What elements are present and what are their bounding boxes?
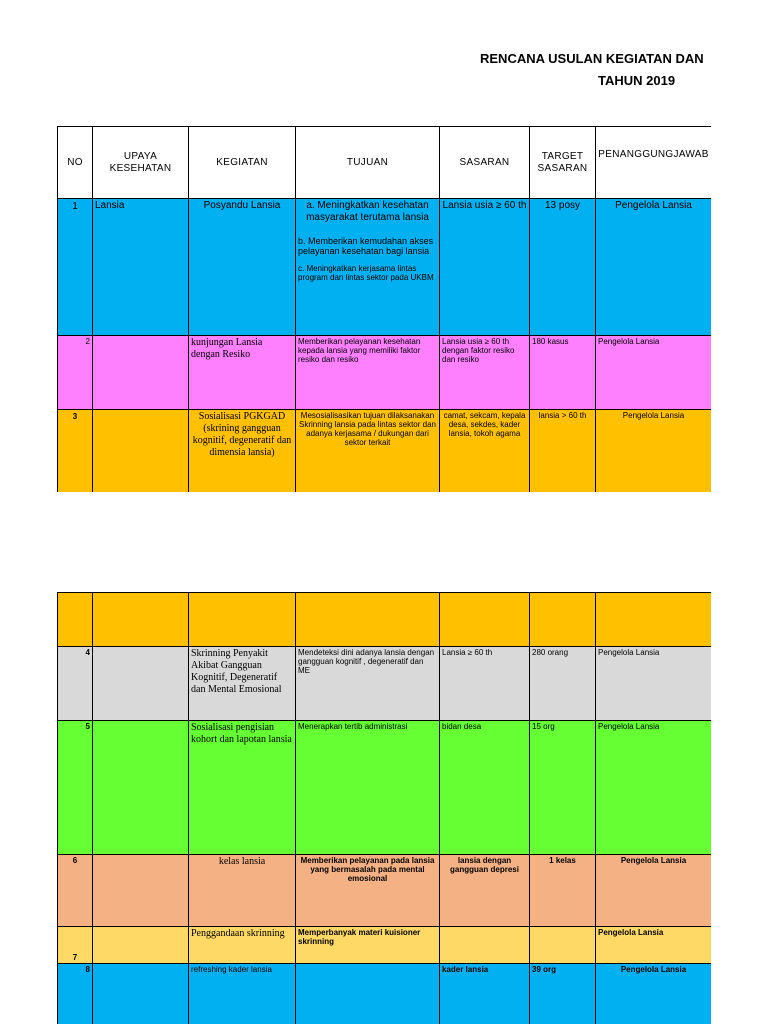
row-upaya [92, 964, 188, 1024]
row-kegiatan: Posyandu Lansia [188, 199, 295, 335]
row-sasaran: camat, sekcam, kepala desa, sekdes, kader lansia, tokoh agama [439, 410, 529, 492]
row-upaya [92, 647, 188, 720]
row-kegiatan: Sosialisasi PGKGAD (skrining gangguan kognitif, degeneratif dan dimensia lansia) [188, 410, 295, 492]
row-no: 8 [57, 964, 92, 1024]
document-title: RENCANA USULAN KEGIATAN DAN [480, 51, 704, 66]
table-row-continuation [57, 592, 711, 646]
row-kegiatan: Sosialisasi pengisian kohort dan lapotan lansia [188, 721, 295, 854]
header-tujuan: TUJUAN [295, 127, 439, 198]
tujuan-point-c: c. Meningkatkan kerjasama lintas program dan lintas sektor pada UKBM [298, 264, 434, 282]
tujuan-point-b: b. Memberikan kemudahan akses pelayanan kesehatan bagi lansia [298, 236, 434, 256]
row-tujuan: Mendeteksi dini adanya lansia dengan gangguan kognitif , degeneratif dan ME [295, 647, 439, 720]
row-no: 5 [57, 721, 92, 854]
row-no: 1 [57, 199, 92, 335]
header-kegiatan: KEGIATAN [188, 127, 295, 198]
row-no: 3 [57, 410, 92, 492]
row-target: 1 kelas [529, 855, 595, 926]
row-kegiatan: kelas lansia [188, 855, 295, 926]
row-upaya [92, 721, 188, 854]
row-no: 6 [57, 855, 92, 926]
header-upaya-kesehatan: UPAYA KESEHATAN [92, 127, 188, 198]
row-sasaran [439, 927, 529, 963]
row-upaya [92, 927, 188, 963]
row-kegiatan: Skrinning Penyakit Akibat Gangguan Kognitif, Degeneratif dan Mental Emosional [188, 647, 295, 720]
row-sasaran: kader lansia [439, 964, 529, 1024]
row-kegiatan: Penggandaan skrinning [188, 927, 295, 963]
row-upaya [92, 410, 188, 492]
row-no: 4 [57, 647, 92, 720]
row-tujuan [295, 199, 439, 335]
row-target: 13 posy [529, 199, 595, 335]
header-no: NO [57, 127, 92, 198]
row-sasaran: lansia dengan gangguan depresi [439, 855, 529, 926]
tujuan-point-a: a. Meningkatkan kesehatan masyarakat terutama lansia [306, 200, 429, 223]
row-no: 2 [57, 336, 92, 409]
row-upaya [92, 336, 188, 409]
document-subtitle-year: TAHUN 2019 [598, 73, 676, 88]
row-penanggungjawab: Pengelola Lansia [595, 721, 711, 854]
row-target: 180 kasus [529, 336, 595, 409]
row-no: 7 [57, 927, 92, 963]
table-row [57, 646, 711, 720]
header-penanggungjawab: PENANGGUNGJAWAB [595, 127, 711, 198]
row-kegiatan: kunjungan Lansia dengan Resiko [188, 336, 295, 409]
row-upaya: Lansia [92, 199, 188, 335]
row-sasaran: Lansia usia ≥ 60 th [439, 199, 529, 335]
row-sasaran: Lansia usia ≥ 60 th dengan faktor resiko dan resiko [439, 336, 529, 409]
plan-table-page-2 [57, 592, 711, 1024]
row-penanggungjawab: Pengelola Lansia [595, 964, 711, 1024]
table-row [57, 963, 711, 1024]
row-target [529, 927, 595, 963]
row-sasaran: bidan desa [439, 721, 529, 854]
table-row [57, 335, 711, 409]
row-target: lansia > 60 th [529, 410, 595, 492]
row-tujuan [295, 964, 439, 1024]
header-sasaran: SASARAN [439, 127, 529, 198]
table-row [57, 409, 711, 492]
header-target-sasaran: TARGET SASARAN [529, 127, 595, 198]
row-penanggungjawab: Pengelola Lansia [595, 336, 711, 409]
row-target: 280 orang [529, 647, 595, 720]
row-tujuan: Menerapkan tertib administrasi [295, 721, 439, 854]
row-penanggungjawab: Pengelola Lansia [595, 410, 711, 492]
row-penanggungjawab: Pengelola Lansia [595, 199, 711, 335]
table-row [57, 854, 711, 926]
row-upaya [92, 855, 188, 926]
table-header-row [57, 126, 711, 198]
row-penanggungjawab: Pengelola Lansia [595, 647, 711, 720]
row-kegiatan: refreshing kader lansia [188, 964, 295, 1024]
row-tujuan: Memberikan pelayanan pada lansia yang bermasalah pada mental emosional [295, 855, 439, 926]
row-tujuan: Mesosialisasikan tujuan dilaksanakan Skrinning lansia pada lintas sektor dan adanya kerjasama / dukungan dari sektor terkait [295, 410, 439, 492]
plan-table-page-1 [57, 126, 711, 492]
row-tujuan: Memperbanyak materi kuisioner skrinning [295, 927, 439, 963]
table-row [57, 720, 711, 854]
table-row [57, 198, 711, 335]
row-penanggungjawab: Pengelola Lansia [595, 855, 711, 926]
row-tujuan: Memberikan pelayanan kesehatan kepada lansia yang memiliki faktor resiko dan resiko [295, 336, 439, 409]
row-target: 15 org [529, 721, 595, 854]
row-target: 39 org [529, 964, 595, 1024]
row-sasaran: Lansia ≥ 60 th [439, 647, 529, 720]
table-row [57, 926, 711, 963]
row-penanggungjawab: Pengelola Lansia [595, 927, 711, 963]
